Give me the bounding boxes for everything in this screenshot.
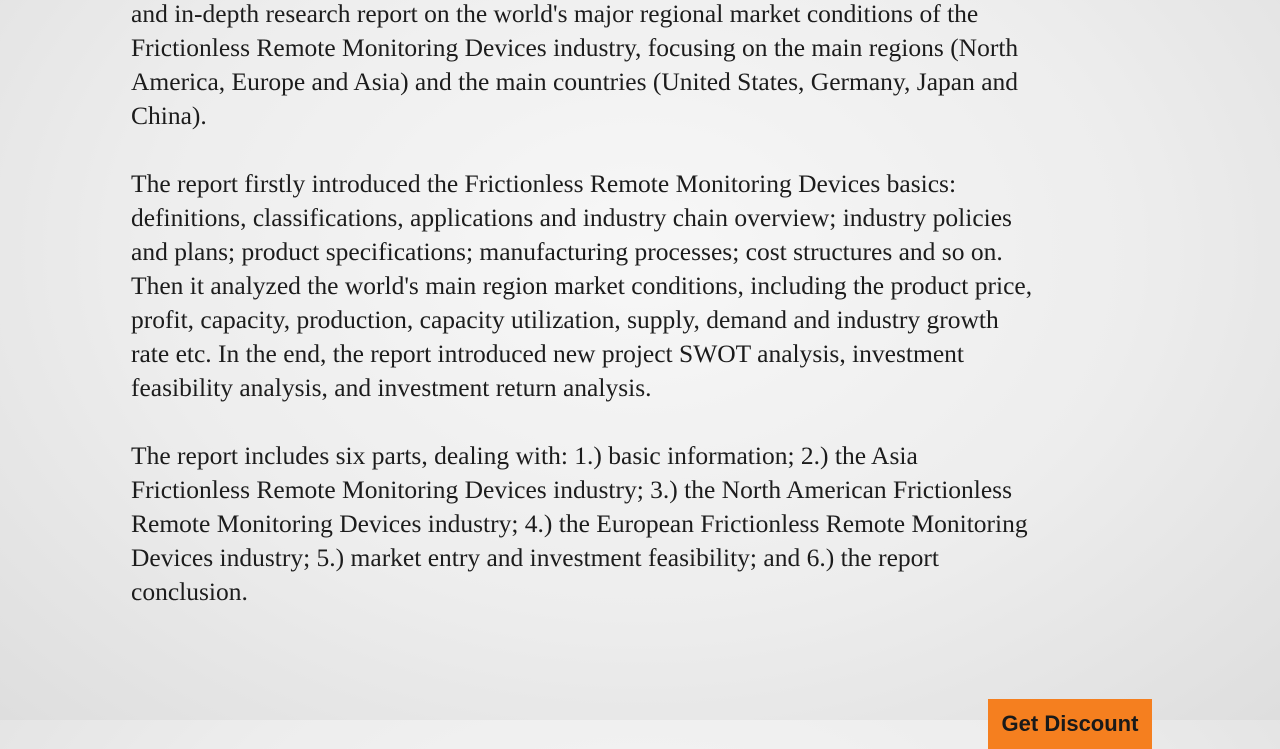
get-discount-button[interactable]: Get Discount [988,699,1152,749]
report-description [131,0,1151,643]
paragraph-parts: The report includes six parts, dealing with: 1.) basic information; 2.) the Asia Frictionless Remote Monitoring Devices industry; 3.) the North American Frictionless Remote Monitoring Devices industry; 4.) the European Frictionless Remote Monitoring Devices industry; 5.) market entry and investment feasibility; and 6.) the report conclusion. [131,441,1028,606]
paragraph-contents: The report firstly introduced the Frictionless Remote Monitoring Devices basics: definitions, classifications, applications and industry chain overview; industry policies and plans; product specifications; manufacturing processes; cost structures and so on. Then it analyzed the world's main region market conditions, including the product price, profit, capacity, production, capacity utilization, supply, demand and industry growth rate etc. In the end, the report introduced new project SWOT analysis, investment feasibility analysis, and investment return analysis. [131,169,1033,402]
paragraph-scope: and in-depth research report on the world's major regional market conditions of the Frictionless Remote Monitoring Devices industry, focusing on the main regions (North America, Europe and Asia) and the main countries (United States, Germany, Japan and China). [131,0,1019,130]
